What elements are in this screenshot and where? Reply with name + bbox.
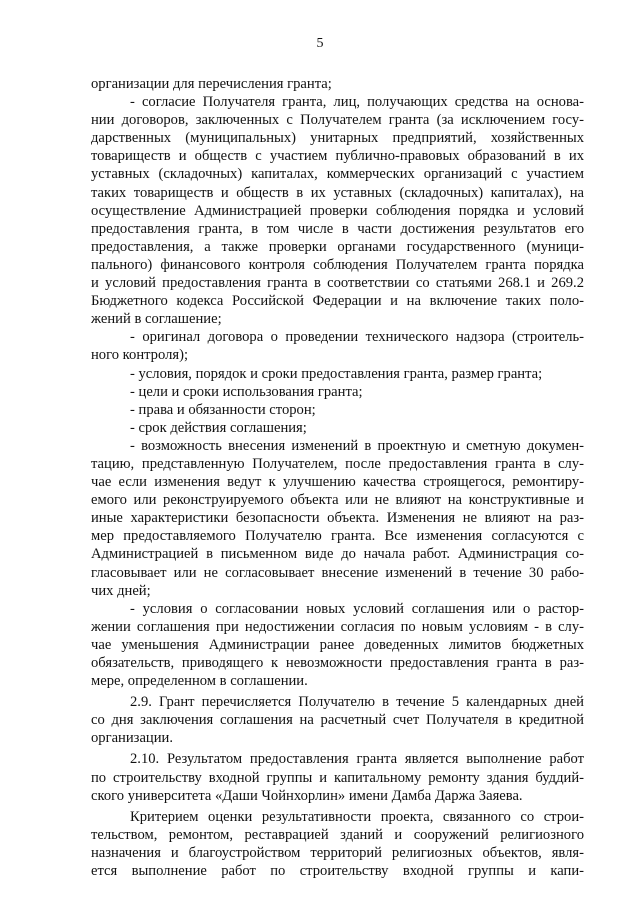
text-line: - права и обязанности сторон; <box>130 401 316 418</box>
text-line: Критерием оценки результативности проекта, связанного со строи- <box>130 808 584 825</box>
text-line: - согласие Получателя гранта, лиц, получающих средства на основа- <box>130 94 584 111</box>
text-line: со дня заключения соглашения на расчетный счет Получателя в кредитной <box>91 712 584 729</box>
text-line: ного контроля); <box>91 347 188 364</box>
text-line: - условия о согласовании новых условий соглашения или о растор- <box>130 600 584 617</box>
text-line: мере, определенном в соглашении. <box>91 673 308 690</box>
text-line: осуществление Администрацией проверки соблюдения порядка и условий <box>91 202 584 219</box>
text-line: 2.9. Грант перечисляется Получателю в течение 5 календарных дней <box>130 694 584 711</box>
text-line: чае если изменения ведут к улучшению качества строящегося, ремонтиру- <box>91 474 584 491</box>
text-line: жении соглашения при недостижении согласия по новым условиям - в слу- <box>91 618 584 635</box>
text-line: гласовывает или не согласовывает внесение изменений в течение 30 рабо- <box>91 564 584 581</box>
text-line: чае уменьшения Администрации ранее доведенных лимитов бюджетных <box>91 636 584 653</box>
text-line: иные характеристики безопасности объекта. Изменения не влияют на раз- <box>91 510 584 527</box>
text-line: пального) финансового контроля соблюдения Получателем гранта порядка <box>91 256 584 273</box>
text-line: нии договоров, заключенных с Получателем гранта (за исключением госу- <box>91 112 584 129</box>
text-line: предоставления, а также проверки органами государственного (муници- <box>91 238 584 255</box>
text-line: тельством, ремонтом, реставрацией зданий и сооружений религиозного <box>91 826 584 843</box>
text-line: - возможность внесения изменений в проектную и сметную докумен- <box>130 437 584 454</box>
text-line: предоставления гранта, в том числе в части достижения результатов его <box>91 220 584 237</box>
text-line: жений в соглашение; <box>91 311 222 328</box>
text-line: чих дней; <box>91 582 151 599</box>
text-line: тацию, представленную Получателем, после предоставления гранта в слу- <box>91 455 584 472</box>
text-line: организации. <box>91 730 173 747</box>
text-line: ского университета «Даши Чойнхорлин» имени Дамба Даржа Заяева. <box>91 787 523 804</box>
page-number: 5 <box>316 36 324 51</box>
text-line: организации для перечисления гранта; <box>91 76 332 92</box>
text-line: - цели и сроки использования гранта; <box>130 383 363 400</box>
text-line: - оригинал договора о проведении технического надзора (строитель- <box>130 329 584 346</box>
text-line: дарственных (муниципальных) унитарных предприятий, хозяйственных <box>91 130 584 147</box>
text-line: Администрацией в письменном виде до начала работ. Администрация со- <box>91 546 584 563</box>
text-line: - срок действия соглашения; <box>130 419 307 436</box>
text-line: емого или реконструируемого объекта или не влияют на конструктивные и <box>91 492 584 509</box>
text-line: товариществ и обществ с участием публично-правовых образований в их <box>91 148 584 165</box>
text-line: и условий предоставления гранта в соответствии со статьями 268.1 и 269.2 <box>91 275 584 292</box>
text-line: таких товариществ и обществ в их уставных (складочных) капиталах), на <box>91 184 584 201</box>
text-line: 2.10. Результатом предоставления гранта является выполнение работ <box>130 751 584 768</box>
text-line: по строительству входной группы и капитальному ремонту здания буддий- <box>91 769 584 786</box>
text-line: - условия, порядок и сроки предоставления гранта, размер гранта; <box>130 365 543 382</box>
text-line: мер предоставляемого Получателю гранта. Все изменения согласуются с <box>91 528 584 545</box>
body-text <box>91 75 584 880</box>
text-line: обязательств, приводящего к невозможности предоставления гранта в раз- <box>91 655 584 671</box>
text-line: уставных (складочных) капиталах, коммерческих организаций с участием <box>91 166 584 183</box>
text-line: ется выполнение работ по строительству входной группы и капи- <box>91 863 584 880</box>
text-line: Бюджетного кодекса Российской Федерации и на включение таких поло- <box>91 293 584 310</box>
text-line: назначения и благоустройством территорий религиозных объектов, явля- <box>91 844 584 861</box>
